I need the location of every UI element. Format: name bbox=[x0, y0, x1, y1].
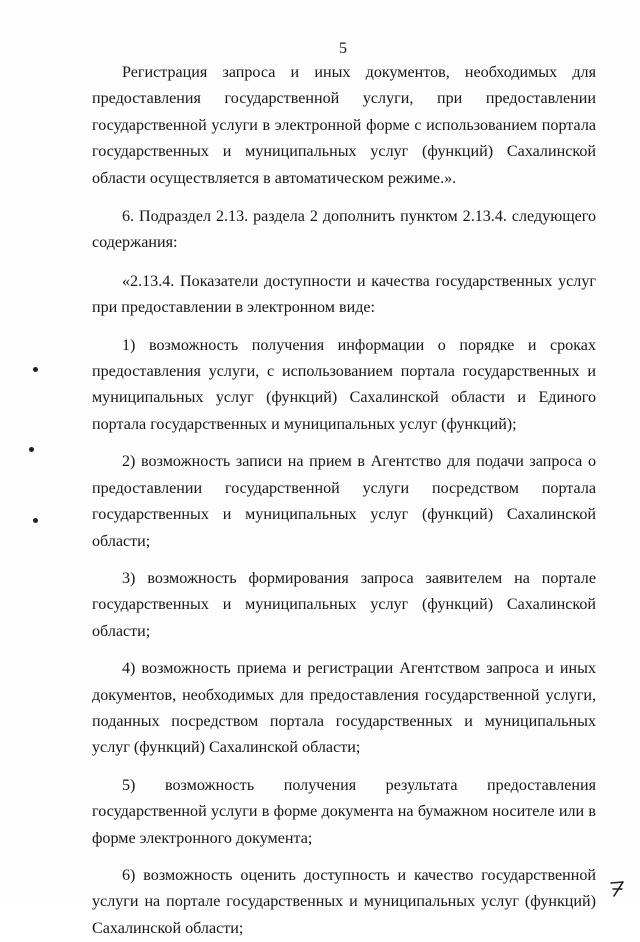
handwritten-mark bbox=[608, 879, 626, 899]
document-body bbox=[92, 60, 596, 942]
list-item-2: 2) возможность записи на прием в Агентство для подачи запроса о предоставлении государственной услуги посредством портала государственных и муниципальных услуг (функций) Сахалинской области; bbox=[92, 453, 596, 550]
list-item-4: 4) возможность приема и регистрации Агентством запроса и иных документов, необходимых для предоставления государственной услуги, поданных посредством портала государственных и муниципальных услуг (функций) Сахалинской области; bbox=[92, 660, 596, 757]
list-item-1: 1) возможность получения информации о порядке и сроках предоставления услуги, с использованием портала государственных и муниципальных услуг (функций) Сахалинской области и Единого портала государственных и муниципальных услуг (функций); bbox=[92, 336, 596, 433]
list-item-3: 3) возможность формирования запроса заявителем на портале государственных и муниципальных услуг (функций) Сахалинской области; bbox=[92, 569, 596, 640]
paragraph-registration: Регистрация запроса и иных документов, необходимых для предоставления государственной услуги, при предоставлении государственной услуги в электронной форме с использованием портала государственных и муниципальных услуг (функций) Сахалинской области осуществляется в автоматическом режиме.». bbox=[92, 64, 596, 187]
list-item-6: 6) возможность оценить доступность и качество государственной услуги на портале государственных и муниципальных услуг (функций) Сахалинской области; bbox=[92, 866, 596, 937]
paragraph-indicators-heading: «2.13.4. Показатели доступности и качества государственных услуг при предоставлении в электронном виде: bbox=[92, 272, 596, 317]
page-number: 5 bbox=[339, 40, 347, 57]
punch-mark-dot bbox=[33, 367, 38, 372]
paragraph-amendment: 6. Подраздел 2.13. раздела 2 дополнить пунктом 2.13.4. следующего содержания: bbox=[92, 208, 596, 252]
punch-mark-dot bbox=[33, 518, 38, 523]
list-item-5: 5) возможность получения результата предоставления государственной услуги в форме документа на бумажном носителе или в форме электронного документа; bbox=[92, 776, 596, 847]
punch-mark-dot bbox=[29, 447, 34, 452]
